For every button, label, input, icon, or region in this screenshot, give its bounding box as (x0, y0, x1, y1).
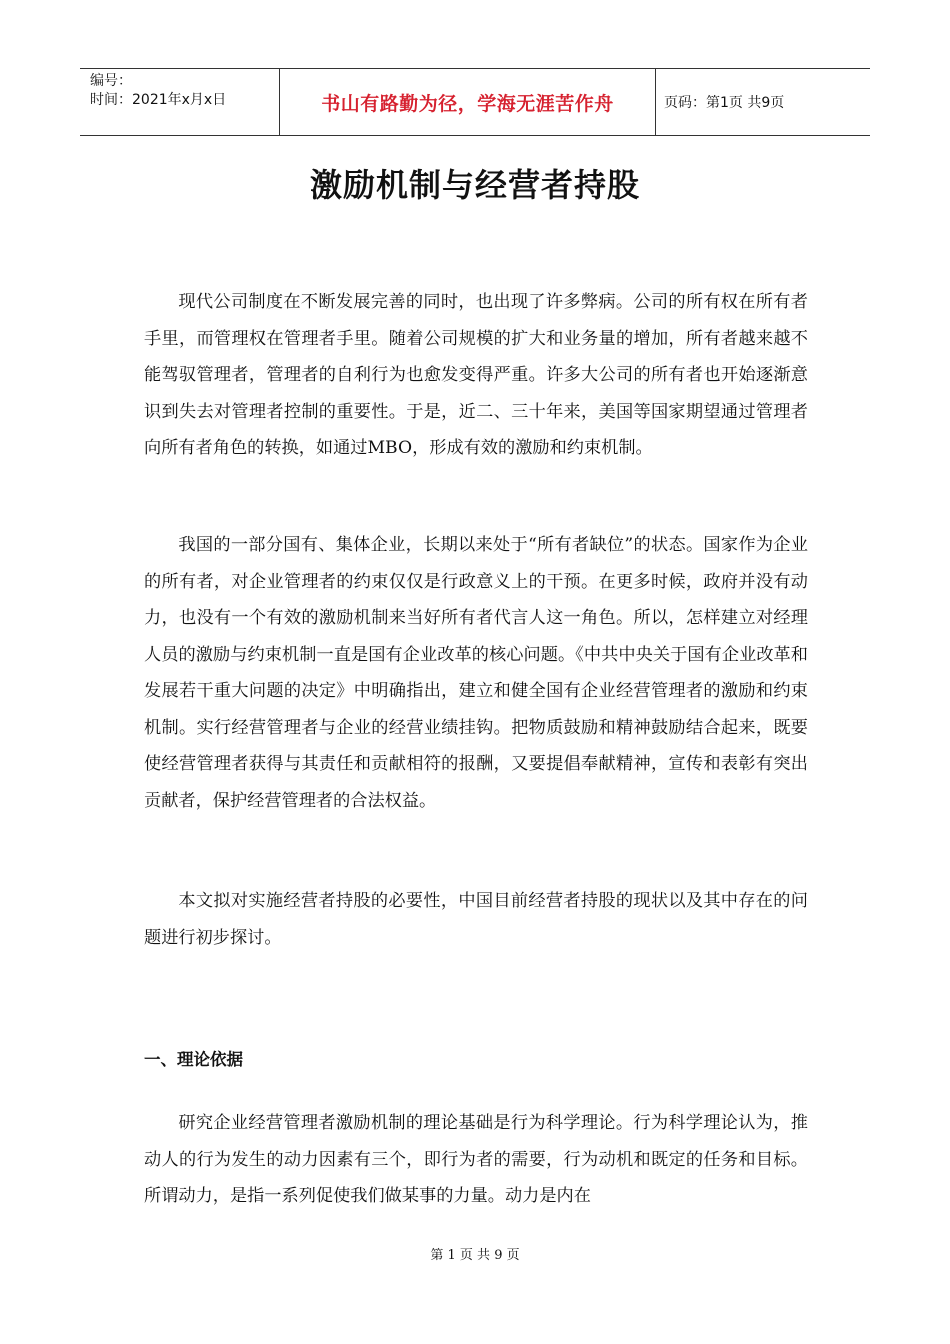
paragraph-3: 本文拟对实施经营者持股的必要性，中国目前经营者持股的现状以及其中存在的问题进行初步探讨。 (144, 891, 808, 948)
section-paragraph: 研究企业经营管理者激励机制的理论基础是行为科学理论。行为科学理论认为，推动人的行为发生的动力因素有三个，即行为者的需要，行为动机和既定的任务和目标。所谓动力，是指一系列促使我们做某事的力量。动力是内在 (144, 1113, 808, 1206)
header-motto: 书山有路勤为径，学海无涯苦作舟 (280, 69, 656, 135)
paragraph-1: 现代公司制度在不断发展完善的同时，也出现了许多弊病。公司的所有权在所有者手里，而管理权在管理者手里。随着公司规模的扩大和业务量的增加，所有者越来越不能驾驭管理者，管理者的自利行为也愈发变得严重。许多大公司的所有者也开始逐渐意识到失去对管理者控制的重要性。于是，近二、三十年来，美国等国家期望通过管理者向所有者角色的转换，如通过MBO，形成有效的激励和约束机制。 (144, 292, 808, 458)
document-date: 时间：2021年x月x日 (90, 92, 227, 108)
page-footer: 第 1 页 共 9 页 (430, 1248, 520, 1263)
document-number-label: 编号： (90, 73, 132, 89)
document-title: 激励机制与经营者持股 (309, 166, 640, 204)
header-meta (80, 69, 280, 135)
section-heading: 一、理论依据 (144, 1050, 243, 1069)
page-header (80, 68, 870, 136)
paragraph-2: 我国的一部分国有、集体企业，长期以来处于“所有者缺位”的状态。国家作为企业的所有者，对企业管理者的约束仅仅是行政意义上的干预。在更多时候，政府并没有动力，也没有一个有效的激励机制来当好所有者代言人这一角色。所以，怎样建立对经理人员的激励与约束机制一直是国有企业改革的核心问题。《中共中央关于国有企业改革和发展若干重大问题的决定》中明确指出，建立和健全国有企业经营管理者的激励和约束机制。实行经营管理者与企业的经营业绩挂钩。把物质鼓励和精神鼓励结合起来，既要使经营管理者获得与其责任和贡献相符的报酬，又要提倡奉献精神，宣传和表彰有突出贡献者，保护经营管理者的合法权益。 (144, 535, 808, 811)
header-page-info: 页码：第1页 共9页 (664, 95, 785, 111)
